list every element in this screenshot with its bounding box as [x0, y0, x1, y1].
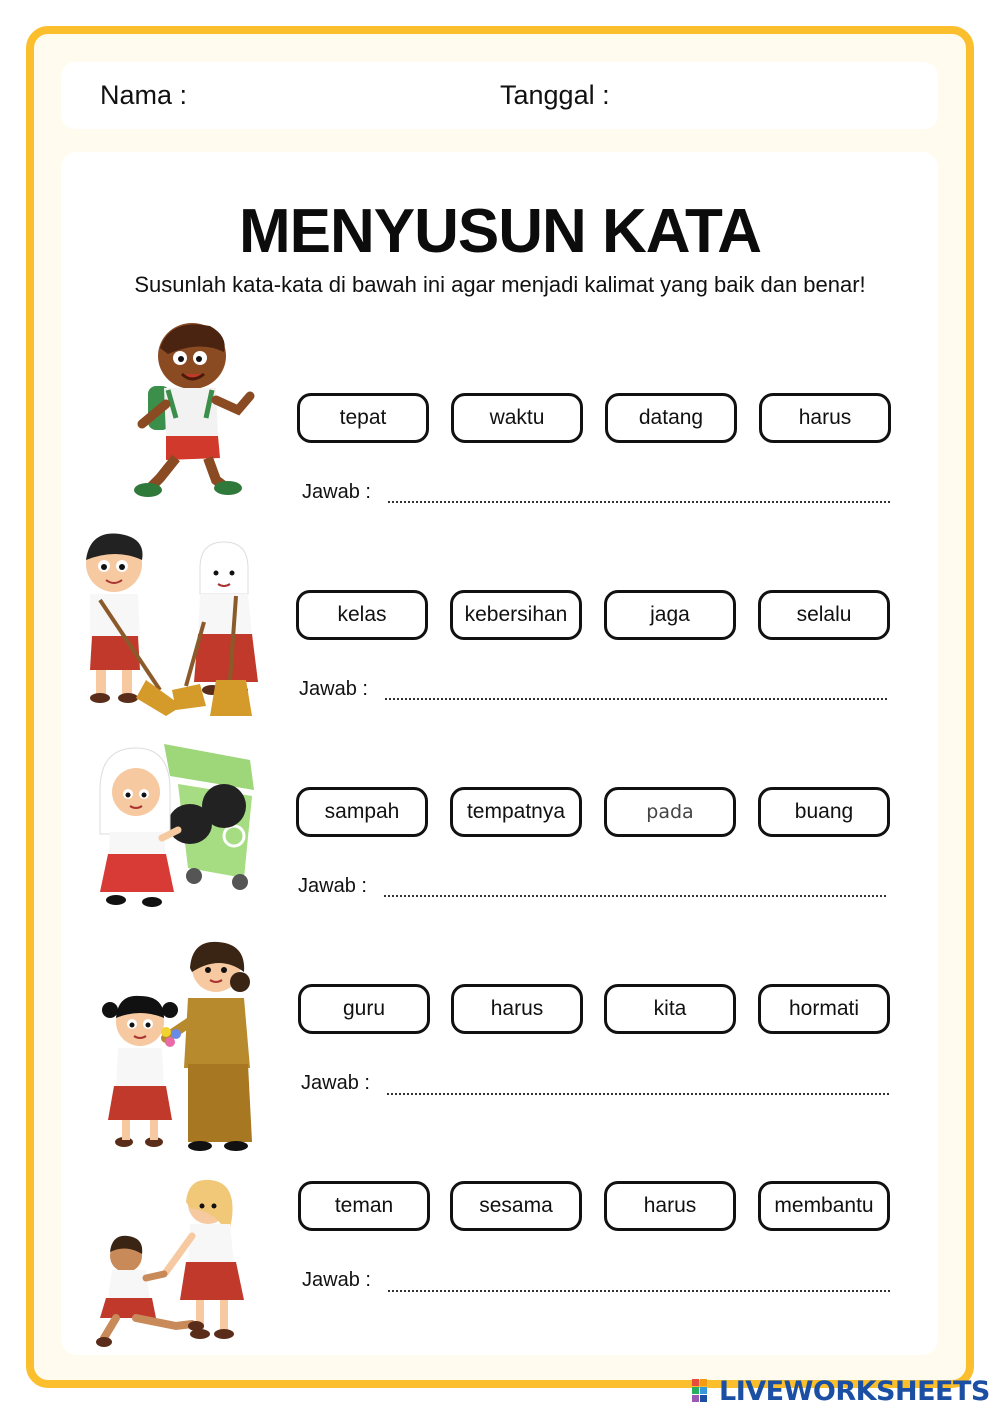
- word-card[interactable]: pada: [604, 787, 736, 837]
- answer-line[interactable]: [388, 1290, 890, 1292]
- word-card[interactable]: harus: [759, 393, 891, 443]
- liveworksheets-logo-icon: [692, 1379, 716, 1403]
- name-label: Nama :: [100, 80, 188, 110]
- word-card[interactable]: tempatnya: [450, 787, 582, 837]
- word-card[interactable]: kelas: [296, 590, 428, 640]
- word-card[interactable]: kita: [604, 984, 736, 1034]
- answer-label: Jawab :: [298, 875, 367, 897]
- answer-label: Jawab :: [299, 678, 368, 700]
- worksheet-title: MENYUSUN KATA: [238, 197, 762, 266]
- word-card[interactable]: hormati: [758, 984, 890, 1034]
- word-card[interactable]: harus: [451, 984, 583, 1034]
- logo-text: LIVEWORKSHEETS: [719, 1375, 990, 1407]
- children-sweeping-illustration: [76, 530, 266, 720]
- answer-label: Jawab :: [301, 1072, 370, 1094]
- boy-walking-illustration: [120, 318, 260, 503]
- word-card[interactable]: sampah: [296, 787, 428, 837]
- answer-label: Jawab :: [302, 1269, 371, 1291]
- answer-line[interactable]: [387, 1093, 889, 1095]
- answer-line[interactable]: [385, 698, 887, 700]
- answer-label: Jawab :: [302, 481, 371, 503]
- date-label: Tanggal :: [500, 80, 610, 110]
- word-card[interactable]: tepat: [297, 393, 429, 443]
- word-card[interactable]: buang: [758, 787, 890, 837]
- answer-line[interactable]: [388, 501, 890, 503]
- word-card[interactable]: waktu: [451, 393, 583, 443]
- girl-helping-friend-illustration: [96, 1178, 256, 1350]
- girl-giving-flowers-to-teacher-illustration: [96, 938, 264, 1158]
- word-card[interactable]: harus: [604, 1181, 736, 1231]
- word-card[interactable]: guru: [298, 984, 430, 1034]
- word-card[interactable]: sesama: [450, 1181, 582, 1231]
- answer-line[interactable]: [384, 895, 886, 897]
- word-card[interactable]: jaga: [604, 590, 736, 640]
- word-card[interactable]: selalu: [758, 590, 890, 640]
- word-card[interactable]: teman: [298, 1181, 430, 1231]
- instruction-text: Susunlah kata-kata di bawah ini agar menjadi kalimat yang baik dan benar!: [134, 272, 866, 297]
- word-card[interactable]: membantu: [758, 1181, 890, 1231]
- word-card[interactable]: datang: [605, 393, 737, 443]
- liveworksheets-logo[interactable]: [692, 1374, 990, 1408]
- girl-trash-bin-illustration: [94, 740, 266, 912]
- word-card[interactable]: kebersihan: [450, 590, 582, 640]
